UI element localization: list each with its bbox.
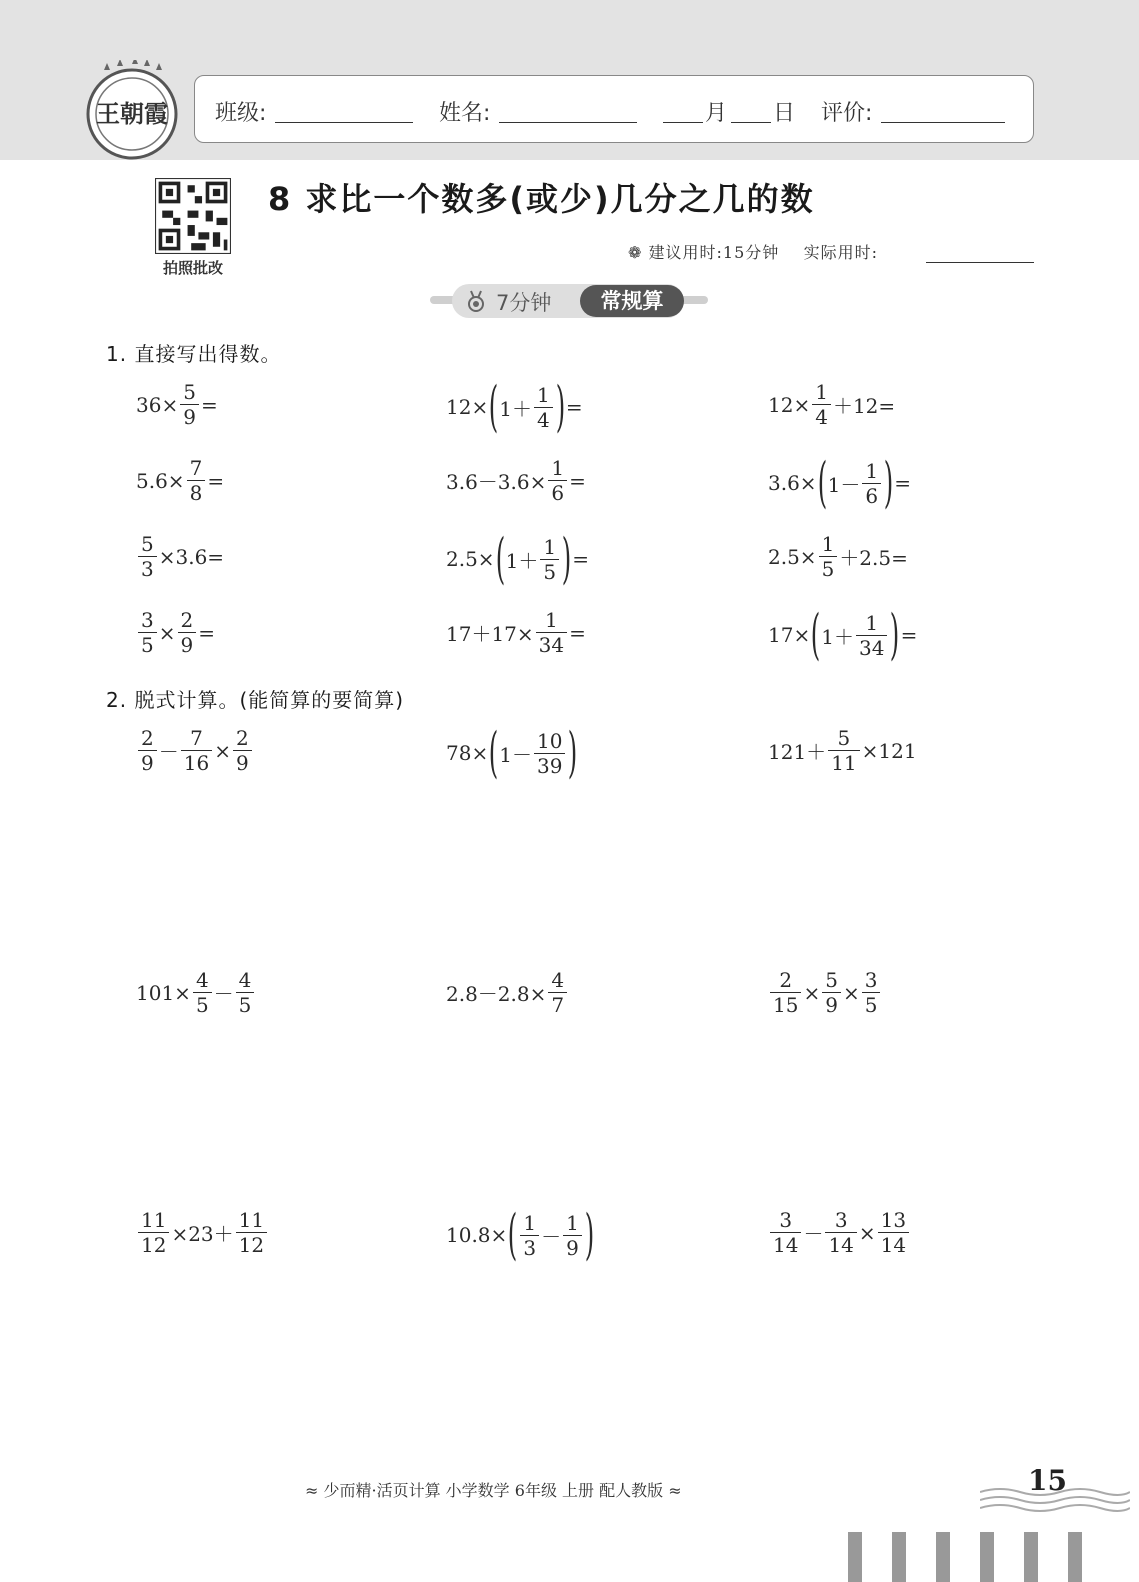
q1-item-7: $\frac{5}{3}$ ×3.6= [136,532,224,581]
page-title: 8 求比一个数多(或少)几分之几的数 [268,180,815,218]
publisher-logo [84,60,180,160]
qr-label: 拍照批改 [162,259,223,277]
medal-icon [464,289,488,313]
q2-item-7: $\frac{11}{12}$ ×23＋ 11 12 [136,1208,269,1257]
name-field[interactable] [499,122,637,123]
page-number: 15 [1028,1464,1067,1497]
day-label: 日 [773,101,796,126]
wave-left-icon: ≈ [305,1481,324,1500]
q2-item-3: 121＋ $\frac{5}{11}$ ×121 [768,726,917,775]
student-info-box [194,75,1034,143]
wave-right-icon: ≈ [663,1481,682,1500]
page-edge-tabs [848,1532,1088,1582]
q2-item-8: 10.8× ( 1 3 － 1 9 ) [446,1203,595,1266]
q1-item-12: 17× ( 1＋ 1 34 ) = [768,603,918,666]
rating-label: 评价: [821,101,873,126]
q2-item-5: 2.8－2.8× $\frac{4}{7}$ [446,968,569,1017]
clock-icon: ❁ [628,243,649,262]
q1-item-2: 12× ( 1＋ 1 4 ) = [446,375,583,438]
name-label: 姓名: [439,101,491,126]
q1-item-1: 36× $\frac{5}{9}$ = [136,380,218,429]
svg-text:王朝霞: 王朝霞 [96,99,168,128]
section-badge [430,284,710,318]
q2-item-2: 78× ( 1－ 10 39 ) [446,721,578,784]
qr-code-icon[interactable] [155,178,231,254]
q1-item-6: 3.6× ( 1－ 1 6 ) = [768,451,911,514]
q1-item-5: 3.6－3.6× $\frac{1}{6}$ = [446,456,586,505]
time-info [628,240,878,263]
q2-item-6: $\frac{2}{15}$ × $\frac{5}{9}$ × $\frac{3}{5}$ [768,968,882,1017]
q1-item-11: 17＋17× $\frac{1}{34}$ = [446,608,586,657]
badge-tag: 常规算 [580,285,684,317]
q1-item-3: 12× $\frac{1}{4}$ ＋12= [768,380,896,429]
q1-item-9: 2.5× $\frac{1}{5}$ ＋2.5= [768,532,908,581]
q1-heading: 1. 直接写出得数。 [106,342,282,366]
actual-time-field[interactable] [926,262,1034,263]
q2-heading: 2. 脱式计算。(能简算的要简算) [106,688,405,712]
badge-time: 7分钟 [496,291,552,315]
q1-item-8: 2.5× ( 1＋ 1 5 ) = [446,527,589,590]
footer-text: ≈ 少而精·活页计算 小学数学 6年级 上册 配人教版 ≈ [305,1481,682,1500]
q2-item-1: 2 9 － $\frac{7}{16}$ × $\frac{2}{9}$ [136,726,254,775]
q1-item-10: $\frac{3}{5}$ × $\frac{2}{9}$ = [136,608,215,657]
class-label: 班级: [215,101,267,126]
rating-field[interactable] [881,122,1005,123]
month-field[interactable] [663,122,703,123]
q2-item-4: 101× $\frac{4}{5}$ － 4 5 [136,968,256,1017]
month-label: 月 [705,101,728,126]
q2-item-9: 3 14 － $\frac{3}{14}$ × $\frac{13}{14}$ [768,1208,911,1257]
class-field[interactable] [275,122,413,123]
day-field[interactable] [731,122,771,123]
suggested-time: 建议用时:15分钟 [648,243,780,262]
q1-item-4: 5.6× $\frac{7}{8}$ = [136,456,225,505]
actual-time-label: 实际用时: [803,243,879,262]
